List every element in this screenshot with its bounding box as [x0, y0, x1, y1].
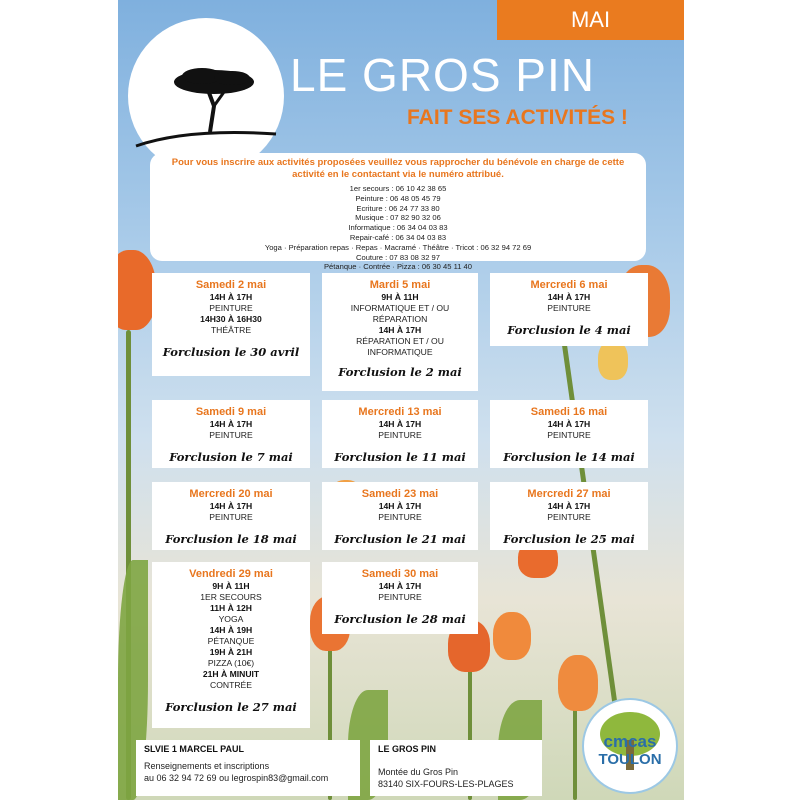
- activity-time: 19H À 21H: [209, 647, 253, 657]
- organizer-name: SLVIE 1 MARCEL PAUL: [144, 744, 245, 754]
- registration-intro: Pour vous inscrire aux activités proposées veuillez vous rapprocher du bénévole en charge de cette activité en le contactant via le numéro attribué.: [171, 157, 625, 180]
- main-title: LE GROS PIN: [290, 49, 595, 101]
- activity-time: 14H À 17H: [209, 501, 253, 511]
- registration-deadline: Forclusion le 4 mai: [507, 323, 631, 337]
- registration-deadline: Forclusion le 14 mai: [503, 450, 635, 464]
- registration-deadline: Forclusion le 21 mai: [334, 532, 466, 546]
- event-day: Mercredi 27 mai: [527, 488, 611, 500]
- event-day: Samedi 16 mai: [530, 406, 608, 418]
- event-day: Samedi 23 mai: [361, 488, 439, 500]
- cmcas-toulon-logo: [582, 698, 678, 794]
- event-day: Vendredi 29 mai: [189, 568, 273, 580]
- contact-line: Ecriture : 06 24 77 33 80: [356, 203, 440, 213]
- event-day: Samedi 9 mai: [195, 406, 267, 418]
- activity-name: PÉTANQUE: [207, 636, 255, 646]
- activity-name: 1ER SECOURS: [200, 592, 262, 602]
- event-card: [490, 400, 648, 468]
- activity-name: YOGA: [218, 614, 244, 624]
- address-line: Montée du Gros Pin: [378, 767, 459, 777]
- activity-time: 14H À 17H: [547, 419, 591, 429]
- venue-name: LE GROS PIN: [378, 744, 437, 754]
- month-tab: MAI: [497, 0, 684, 40]
- activity-time: 21H À MINUIT: [202, 669, 260, 679]
- activity-time: 14H À 17H: [209, 419, 253, 429]
- pine-tree-logo: [128, 18, 284, 174]
- registration-deadline: Forclusion le 25 mai: [503, 532, 635, 546]
- event-card: [152, 562, 310, 728]
- event-card: [322, 562, 478, 634]
- contact-footer-box: [136, 740, 360, 796]
- tulip-decoration: [598, 340, 628, 380]
- event-day: Mercredi 6 mai: [530, 279, 608, 291]
- footer-info-line: au 06 32 94 72 69 ou legrospin83@gmail.com: [144, 773, 329, 783]
- contact-line: 1er secours : 06 10 42 38 65: [349, 184, 447, 193]
- activity-time: 14H À 17H: [378, 581, 422, 591]
- registration-deadline: Forclusion le 11 mai: [334, 450, 466, 464]
- contact-line: Peinture : 06 48 05 45 79: [355, 193, 441, 203]
- activity-time: 11H À 12H: [209, 603, 253, 613]
- activity-name: THÉÂTRE: [210, 325, 252, 335]
- event-card: [152, 400, 310, 468]
- registration-deadline: Forclusion le 2 mai: [338, 365, 462, 379]
- event-card: [322, 482, 478, 550]
- tulip-decoration: [493, 612, 531, 660]
- activity-name: PIZZA (10€): [207, 658, 255, 668]
- activity-time: 9H À 11H: [381, 292, 419, 302]
- activity-name: PEINTURE: [547, 430, 591, 440]
- contact-line: Informatique : 06 34 04 03 83: [348, 223, 448, 233]
- activity-name: PEINTURE: [378, 512, 422, 522]
- registration-info-box: [150, 153, 646, 272]
- subtitle: FAIT SES ACTIVITÉS !: [407, 106, 628, 129]
- contact-line: Musique : 07 82 90 32 06: [355, 213, 441, 223]
- activity-time: 14H À 17H: [547, 292, 591, 302]
- registration-deadline: Forclusion le 30 avril: [162, 345, 300, 359]
- activity-name: PEINTURE: [547, 303, 591, 313]
- address-footer-box: [370, 740, 542, 796]
- footer-info-line: Renseignements et inscriptions: [144, 761, 270, 771]
- registration-deadline: Forclusion le 28 mai: [334, 612, 466, 626]
- registration-deadline: Forclusion le 18 mai: [165, 532, 297, 546]
- contact-line: Yoga · Préparation repas · Repas · Macramé · Théâtre · Tricot : 06 32 94 72 69: [264, 242, 532, 252]
- pine-tree-icon: [128, 18, 284, 174]
- activity-time: 14H30 À 16H30: [200, 314, 262, 324]
- activity-name: CONTRÉE: [209, 680, 253, 690]
- contact-line: Couture : 07 83 08 32 97: [355, 252, 441, 262]
- event-day: Samedi 2 mai: [195, 279, 267, 291]
- activity-time: 14H À 17H: [378, 501, 422, 511]
- activity-name: PEINTURE: [209, 430, 253, 440]
- event-card: [322, 273, 478, 391]
- event-day: Mardi 5 mai: [369, 279, 431, 291]
- event-card: [152, 273, 310, 376]
- activity-time: 9H À 11H: [212, 581, 250, 591]
- contact-line: Pétanque · Contrée · Pizza : 06 30 45 11 40: [323, 262, 473, 272]
- activity-name: PEINTURE: [209, 512, 253, 522]
- activity-name: PEINTURE: [378, 592, 422, 602]
- event-card: [490, 273, 648, 346]
- activity-name: RÉPARATION ET / OU INFORMATIQUE: [356, 336, 444, 357]
- event-card: [322, 400, 478, 468]
- event-card: [152, 482, 310, 550]
- activity-name: INFORMATIQUE ET / OU RÉPARATION: [350, 303, 450, 324]
- activity-time: 14H À 17H: [378, 419, 422, 429]
- activity-time: 14H À 19H: [209, 625, 253, 635]
- registration-deadline: Forclusion le 7 mai: [169, 450, 293, 464]
- activity-time: 14H À 17H: [547, 501, 591, 511]
- activity-name: PEINTURE: [209, 303, 253, 313]
- event-day: Mercredi 13 mai: [358, 406, 442, 418]
- activity-name: PEINTURE: [378, 430, 422, 440]
- logo-text: cmcas: [603, 732, 657, 751]
- address-line: 83140 SIX-FOURS-LES-PLAGES: [378, 779, 514, 789]
- event-card: [490, 482, 648, 550]
- activity-name: PEINTURE: [547, 512, 591, 522]
- activity-time: 14H À 17H: [209, 292, 253, 302]
- activity-time: 14H À 17H: [378, 325, 422, 335]
- event-day: Samedi 30 mai: [361, 568, 439, 580]
- registration-deadline: Forclusion le 27 mai: [165, 700, 297, 714]
- contact-line: Repair-café : 06 34 04 03 83: [349, 232, 447, 242]
- logo-text: TOULON: [598, 751, 662, 768]
- event-day: Mercredi 20 mai: [189, 488, 273, 500]
